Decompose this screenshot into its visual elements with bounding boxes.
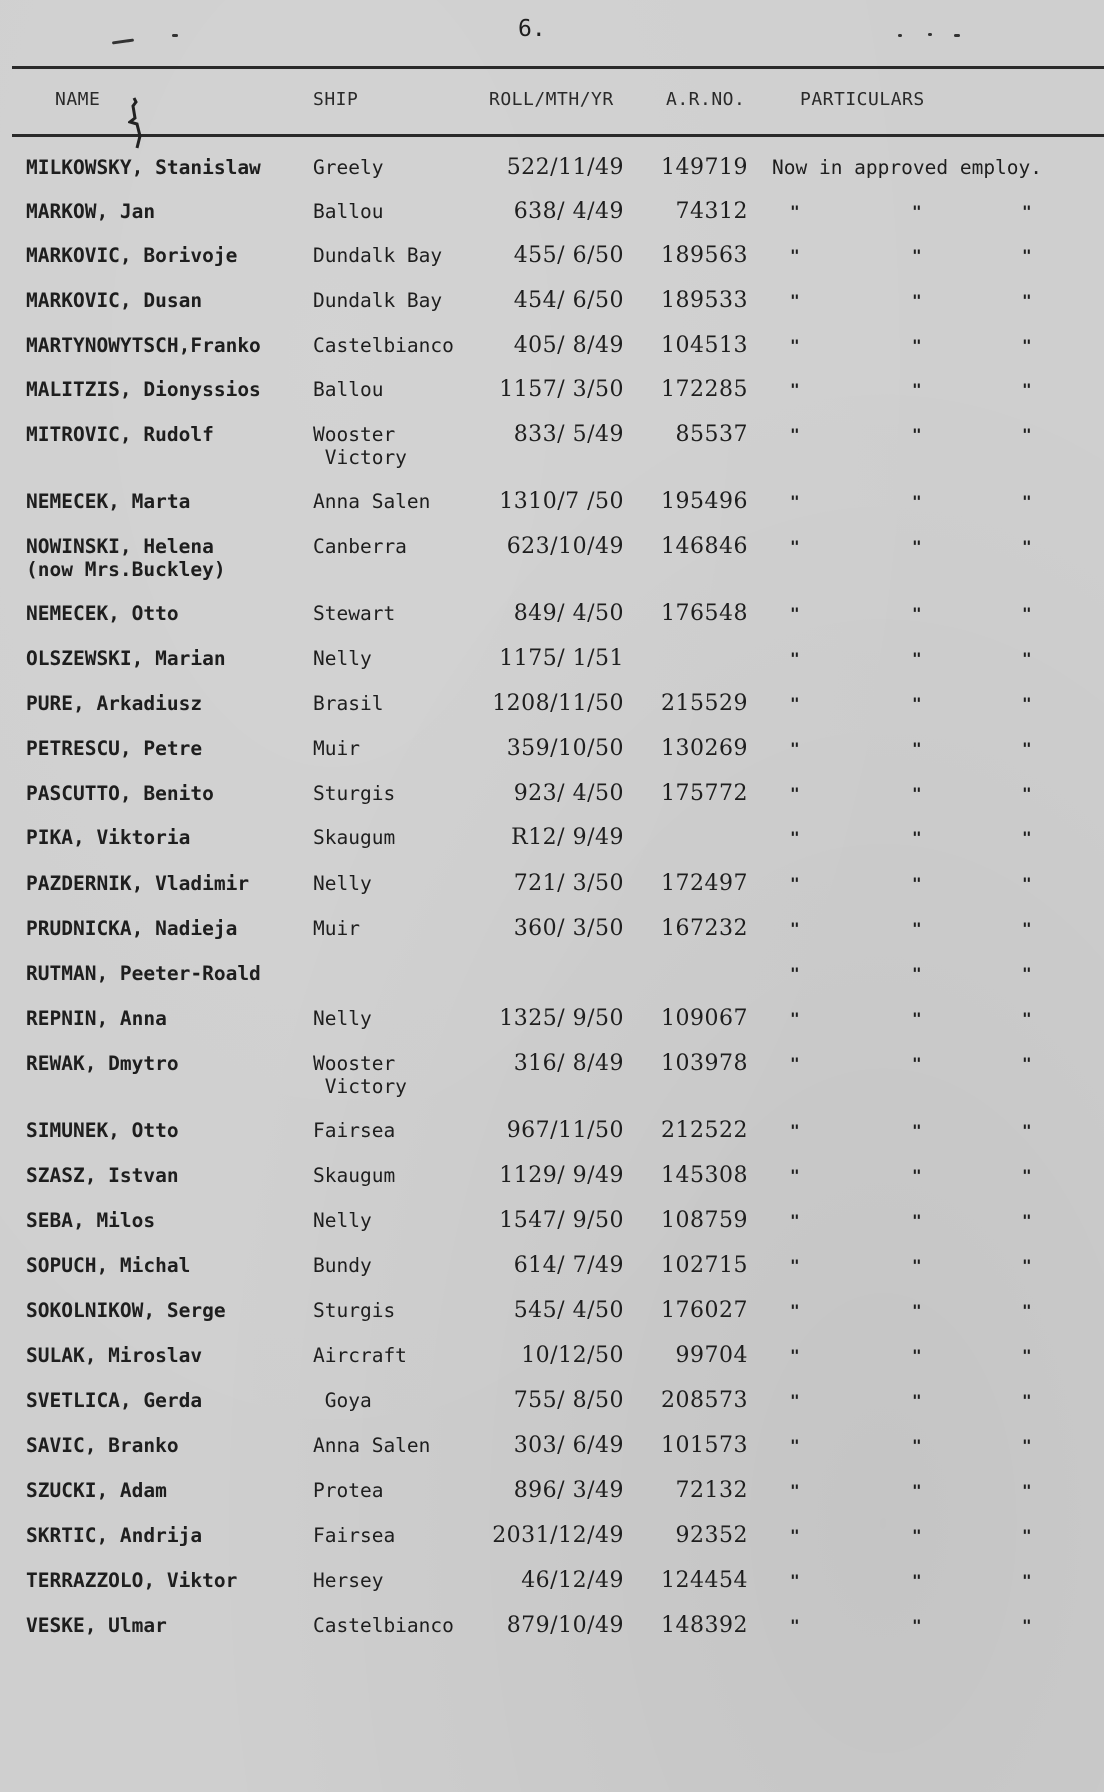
cell-ship: Bundy bbox=[313, 1254, 372, 1277]
ditto-mark: " bbox=[912, 1009, 922, 1028]
cell-name: SZUCKI, Adam bbox=[26, 1479, 167, 1502]
ditto-mark: " bbox=[790, 919, 800, 938]
cell-ar-no: 149719 bbox=[661, 155, 748, 180]
ditto-mark: " bbox=[790, 336, 800, 355]
cell-ship: Ballou bbox=[313, 378, 384, 401]
cell-name: PETRESCU, Petre bbox=[26, 737, 203, 760]
cell-ship: Hersey bbox=[313, 1569, 384, 1592]
cell-ship: Sturgis bbox=[313, 782, 396, 805]
ditto-mark: " bbox=[912, 1346, 922, 1365]
ditto-mark: " bbox=[1022, 1616, 1032, 1635]
cell-roll: 879/10/49 bbox=[506, 1613, 624, 1638]
cell-ship: Aircraft bbox=[313, 1344, 407, 1367]
ditto-mark: " bbox=[912, 1301, 922, 1320]
ditto-mark: " bbox=[912, 1616, 922, 1635]
ditto-mark: " bbox=[912, 1481, 922, 1500]
cell-ar-no: 92352 bbox=[675, 1523, 748, 1548]
cell-ar-no: 148392 bbox=[661, 1613, 748, 1638]
cell-ar-no: 102715 bbox=[661, 1253, 748, 1278]
cell-roll: 405/ 8/49 bbox=[513, 333, 624, 358]
header-name: NAME bbox=[55, 89, 101, 110]
cell-name: OLSZEWSKI, Marian bbox=[26, 647, 226, 670]
cell-ar-no: 176027 bbox=[661, 1298, 748, 1323]
cell-ar-no: 172497 bbox=[661, 871, 748, 896]
cell-ship: Wooster Victory bbox=[313, 423, 407, 469]
ditto-mark: " bbox=[1022, 1571, 1032, 1590]
ditto-mark: " bbox=[912, 1391, 922, 1410]
ditto-mark: " bbox=[790, 425, 800, 444]
ditto-mark: " bbox=[912, 492, 922, 511]
cell-roll: 1129/ 9/49 bbox=[499, 1163, 624, 1188]
ditto-mark: " bbox=[912, 964, 922, 983]
cell-ship: Muir bbox=[313, 737, 360, 760]
ditto-mark: " bbox=[1022, 1346, 1032, 1365]
ditto-mark: " bbox=[790, 1009, 800, 1028]
cell-ar-no: 172285 bbox=[661, 377, 748, 402]
cell-roll: 614/ 7/49 bbox=[513, 1253, 624, 1278]
cell-ship: Skaugum bbox=[313, 1164, 396, 1187]
header-ship: SHIP bbox=[313, 89, 359, 110]
cell-name: NEMECEK, Otto bbox=[26, 602, 179, 625]
cell-roll: 1175/ 1/51 bbox=[499, 646, 624, 671]
ditto-mark: " bbox=[790, 246, 800, 265]
ditto-mark: " bbox=[790, 1616, 800, 1635]
ditto-mark: " bbox=[1022, 1301, 1032, 1320]
cell-name: MALITZIS, Dionyssios bbox=[26, 378, 261, 401]
ditto-mark: " bbox=[790, 1436, 800, 1455]
cell-ar-no: 109067 bbox=[661, 1006, 748, 1031]
ditto-mark: " bbox=[912, 380, 922, 399]
cell-name: REWAK, Dmytro bbox=[26, 1052, 179, 1075]
ditto-mark: " bbox=[1022, 964, 1032, 983]
ditto-mark: " bbox=[1022, 1121, 1032, 1140]
header-roll: ROLL/MTH/YR bbox=[489, 89, 614, 110]
cell-roll: 1157/ 3/50 bbox=[499, 377, 624, 402]
cell-ar-no: 103978 bbox=[661, 1051, 748, 1076]
ditto-mark: " bbox=[1022, 1391, 1032, 1410]
cell-name: TERRAZZOLO, Viktor bbox=[26, 1569, 238, 1592]
ditto-mark: " bbox=[1022, 1481, 1032, 1500]
ditto-mark: " bbox=[790, 1166, 800, 1185]
ditto-mark: " bbox=[790, 1346, 800, 1365]
cell-ar-no: 74312 bbox=[675, 199, 748, 224]
ditto-mark: " bbox=[912, 919, 922, 938]
ditto-mark: " bbox=[790, 492, 800, 511]
cell-name: MILKOWSKY, Stanislaw bbox=[26, 156, 261, 179]
cell-ship: Nelly bbox=[313, 647, 372, 670]
cell-ship: Brasil bbox=[313, 692, 384, 715]
cell-roll: 46/12/49 bbox=[521, 1568, 624, 1593]
cell-name: SIMUNEK, Otto bbox=[26, 1119, 179, 1142]
ditto-mark: " bbox=[912, 1211, 922, 1230]
ditto-mark: " bbox=[790, 1571, 800, 1590]
page-number: 6. bbox=[518, 16, 546, 42]
cell-name: SVETLICA, Gerda bbox=[26, 1389, 203, 1412]
cell-roll: 316/ 8/49 bbox=[513, 1051, 624, 1076]
cell-roll: 303/ 6/49 bbox=[513, 1433, 624, 1458]
cell-ship: Goya bbox=[313, 1389, 372, 1412]
ditto-mark: " bbox=[790, 828, 800, 847]
cell-name: SEBA, Milos bbox=[26, 1209, 156, 1232]
ditto-mark: " bbox=[1022, 425, 1032, 444]
ditto-mark: " bbox=[790, 537, 800, 556]
ditto-mark: " bbox=[1022, 784, 1032, 803]
cell-roll: 359/10/50 bbox=[506, 736, 624, 761]
cell-ar-no: 215529 bbox=[661, 691, 748, 716]
cell-roll: 638/ 4/49 bbox=[513, 199, 624, 224]
ditto-mark: " bbox=[790, 291, 800, 310]
stray-mark bbox=[112, 38, 134, 44]
cell-ship: Canberra bbox=[313, 535, 407, 558]
cell-ar-no: 189563 bbox=[661, 243, 748, 268]
cell-ship: Nelly bbox=[313, 872, 372, 895]
cell-ar-no: 145308 bbox=[661, 1163, 748, 1188]
cell-roll: 455/ 6/50 bbox=[513, 243, 624, 268]
ditto-mark: " bbox=[912, 1121, 922, 1140]
cell-ship: Fairsea bbox=[313, 1119, 396, 1142]
ditto-mark: " bbox=[1022, 649, 1032, 668]
cell-ar-no: 104513 bbox=[661, 333, 748, 358]
ditto-mark: " bbox=[1022, 694, 1032, 713]
ditto-mark: " bbox=[790, 202, 800, 221]
header-particulars: PARTICULARS bbox=[800, 89, 925, 110]
stray-mark bbox=[954, 34, 960, 37]
ditto-mark: " bbox=[1022, 1436, 1032, 1455]
ditto-mark: " bbox=[912, 874, 922, 893]
ditto-mark: " bbox=[912, 1526, 922, 1545]
cell-roll: 923/ 4/50 bbox=[513, 781, 624, 806]
cell-ship: Castelbianco bbox=[313, 1614, 454, 1637]
ditto-mark: " bbox=[1022, 604, 1032, 623]
ditto-mark: " bbox=[790, 380, 800, 399]
stray-mark bbox=[172, 34, 178, 37]
ditto-mark: " bbox=[912, 739, 922, 758]
stray-mark bbox=[928, 33, 932, 36]
cell-name: MARKOVIC, Borivoje bbox=[26, 244, 238, 267]
cell-ar-no: 167232 bbox=[661, 916, 748, 941]
cell-ar-no: 101573 bbox=[661, 1433, 748, 1458]
cell-name: MARTYNOWYTSCH,Franko bbox=[26, 334, 261, 357]
cell-name: VESKE, Ulmar bbox=[26, 1614, 167, 1637]
ditto-mark: " bbox=[790, 1301, 800, 1320]
cell-ship: Greely bbox=[313, 156, 384, 179]
header-top-rule bbox=[12, 66, 1104, 69]
ditto-mark: " bbox=[912, 537, 922, 556]
ditto-mark: " bbox=[790, 1526, 800, 1545]
ditto-mark: " bbox=[912, 202, 922, 221]
ditto-mark: " bbox=[1022, 336, 1032, 355]
cell-name: RUTMAN, Peeter-Roald bbox=[26, 962, 261, 985]
cell-name: PRUDNICKA, Nadieja bbox=[26, 917, 238, 940]
cell-ar-no: 72132 bbox=[675, 1478, 748, 1503]
cell-name: MARKOW, Jan bbox=[26, 200, 156, 223]
ditto-mark: " bbox=[912, 1256, 922, 1275]
ditto-mark: " bbox=[912, 784, 922, 803]
cell-name: SOKOLNIKOW, Serge bbox=[26, 1299, 226, 1322]
cell-ship: Nelly bbox=[313, 1007, 372, 1030]
cell-ship: Sturgis bbox=[313, 1299, 396, 1322]
ditto-mark: " bbox=[912, 336, 922, 355]
cell-name: NOWINSKI, Helena (now Mrs.Buckley) bbox=[26, 535, 226, 581]
cell-roll: 522/11/49 bbox=[506, 155, 624, 180]
cell-roll: R12/ 9/49 bbox=[511, 825, 624, 850]
cell-name: SZASZ, Istvan bbox=[26, 1164, 179, 1187]
cell-roll: 721/ 3/50 bbox=[513, 871, 624, 896]
cell-roll: 967/11/50 bbox=[506, 1118, 624, 1143]
ditto-mark: " bbox=[912, 1571, 922, 1590]
cell-roll: 896/ 3/49 bbox=[513, 1478, 624, 1503]
cell-roll: 1325/ 9/50 bbox=[499, 1006, 624, 1031]
ditto-mark: " bbox=[1022, 1526, 1032, 1545]
cell-name: SOPUCH, Michal bbox=[26, 1254, 191, 1277]
cell-ship: Skaugum bbox=[313, 826, 396, 849]
ditto-mark: " bbox=[790, 739, 800, 758]
cell-ship: Nelly bbox=[313, 1209, 372, 1232]
cell-ar-no: 208573 bbox=[661, 1388, 748, 1413]
ditto-mark: " bbox=[912, 425, 922, 444]
cell-roll: 1208/11/50 bbox=[492, 691, 624, 716]
ditto-mark: " bbox=[1022, 537, 1032, 556]
ditto-mark: " bbox=[1022, 492, 1032, 511]
header-bottom-rule bbox=[12, 134, 1104, 137]
ditto-mark: " bbox=[912, 1166, 922, 1185]
cell-ar-no: 108759 bbox=[661, 1208, 748, 1233]
ditto-mark: " bbox=[1022, 1054, 1032, 1073]
ditto-mark: " bbox=[1022, 246, 1032, 265]
cell-ar-no: 175772 bbox=[661, 781, 748, 806]
ditto-mark: " bbox=[790, 1391, 800, 1410]
cell-ar-no: 195496 bbox=[661, 489, 748, 514]
ditto-mark: " bbox=[912, 649, 922, 668]
ditto-mark: " bbox=[790, 694, 800, 713]
cell-ship: Castelbianco bbox=[313, 334, 454, 357]
ditto-mark: " bbox=[790, 604, 800, 623]
cell-name: PURE, Arkadiusz bbox=[26, 692, 203, 715]
cell-roll: 360/ 3/50 bbox=[513, 916, 624, 941]
cell-ship: Anna Salen bbox=[313, 490, 431, 513]
cell-ar-no: 99704 bbox=[675, 1343, 748, 1368]
ditto-mark: " bbox=[1022, 1166, 1032, 1185]
cell-ship: Anna Salen bbox=[313, 1434, 431, 1457]
cell-ar-no: 176548 bbox=[661, 601, 748, 626]
ditto-mark: " bbox=[790, 1121, 800, 1140]
cell-roll: 1310/7 /50 bbox=[499, 489, 624, 514]
ditto-mark: " bbox=[912, 1054, 922, 1073]
cell-name: PASCUTTO, Benito bbox=[26, 782, 214, 805]
cell-ship: Protea bbox=[313, 1479, 384, 1502]
cell-name: SAVIC, Branko bbox=[26, 1434, 179, 1457]
ditto-mark: " bbox=[790, 784, 800, 803]
cell-particulars: Now in approved employ. bbox=[772, 156, 1043, 179]
ditto-mark: " bbox=[1022, 202, 1032, 221]
cell-roll: 10/12/50 bbox=[521, 1343, 624, 1368]
ditto-mark: " bbox=[790, 1481, 800, 1500]
ditto-mark: " bbox=[790, 649, 800, 668]
ditto-mark: " bbox=[912, 828, 922, 847]
cell-name: MARKOVIC, Dusan bbox=[26, 289, 203, 312]
cell-roll: 454/ 6/50 bbox=[513, 288, 624, 313]
cell-ar-no: 146846 bbox=[661, 534, 748, 559]
ditto-mark: " bbox=[1022, 291, 1032, 310]
cell-ship: Dundalk Bay bbox=[313, 289, 443, 312]
cell-name: MITROVIC, Rudolf bbox=[26, 423, 214, 446]
cell-roll: 2031/12/49 bbox=[492, 1523, 624, 1548]
pen-arrow-mark bbox=[128, 96, 142, 150]
cell-name: REPNIN, Anna bbox=[26, 1007, 167, 1030]
cell-roll: 545/ 4/50 bbox=[513, 1298, 624, 1323]
ditto-mark: " bbox=[1022, 380, 1032, 399]
ditto-mark: " bbox=[790, 1211, 800, 1230]
cell-roll: 849/ 4/50 bbox=[513, 601, 624, 626]
cell-ship: Fairsea bbox=[313, 1524, 396, 1547]
ditto-mark: " bbox=[1022, 919, 1032, 938]
ditto-mark: " bbox=[790, 874, 800, 893]
cell-ship: Wooster Victory bbox=[313, 1052, 407, 1098]
ditto-mark: " bbox=[1022, 739, 1032, 758]
cell-ship: Ballou bbox=[313, 200, 384, 223]
cell-ar-no: 189533 bbox=[661, 288, 748, 313]
ditto-mark: " bbox=[790, 964, 800, 983]
ditto-mark: " bbox=[912, 694, 922, 713]
ditto-mark: " bbox=[790, 1256, 800, 1275]
ditto-mark: " bbox=[912, 1436, 922, 1455]
cell-ship: Stewart bbox=[313, 602, 396, 625]
cell-name: PIKA, Viktoria bbox=[26, 826, 191, 849]
cell-name: SULAK, Miroslav bbox=[26, 1344, 203, 1367]
cell-roll: 833/ 5/49 bbox=[513, 422, 624, 447]
ditto-mark: " bbox=[790, 1054, 800, 1073]
stray-mark bbox=[898, 34, 902, 37]
cell-name: SKRTIC, Andrija bbox=[26, 1524, 203, 1547]
cell-roll: 1547/ 9/50 bbox=[499, 1208, 624, 1233]
header-ar-no: A.R.NO. bbox=[666, 89, 746, 110]
ditto-mark: " bbox=[1022, 828, 1032, 847]
cell-name: PAZDERNIK, Vladimir bbox=[26, 872, 250, 895]
cell-roll: 755/ 8/50 bbox=[513, 1388, 624, 1413]
cell-name: NEMECEK, Marta bbox=[26, 490, 191, 513]
cell-roll: 623/10/49 bbox=[506, 534, 624, 559]
cell-ship: Muir bbox=[313, 917, 360, 940]
cell-ar-no: 85537 bbox=[675, 422, 748, 447]
ditto-mark: " bbox=[1022, 1009, 1032, 1028]
cell-ar-no: 130269 bbox=[661, 736, 748, 761]
cell-ar-no: 212522 bbox=[661, 1118, 748, 1143]
ditto-mark: " bbox=[912, 291, 922, 310]
ditto-mark: " bbox=[1022, 874, 1032, 893]
cell-ar-no: 124454 bbox=[661, 1568, 748, 1593]
ditto-mark: " bbox=[1022, 1211, 1032, 1230]
ditto-mark: " bbox=[912, 604, 922, 623]
cell-ship: Dundalk Bay bbox=[313, 244, 443, 267]
ditto-mark: " bbox=[1022, 1256, 1032, 1275]
ditto-mark: " bbox=[912, 246, 922, 265]
